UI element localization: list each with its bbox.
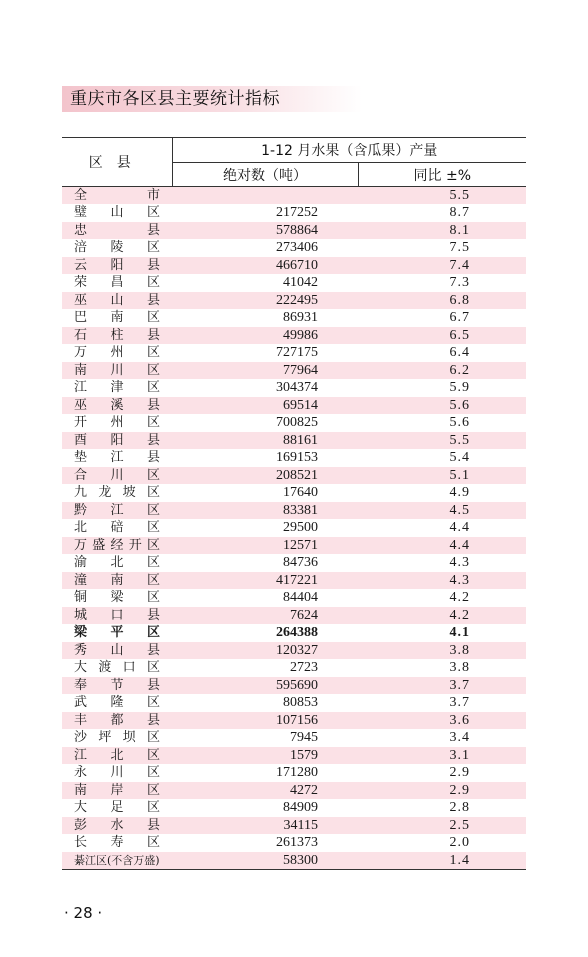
district-name-cell: 万 州 区	[62, 344, 172, 362]
yoy-change-cell: 8.7	[358, 204, 526, 222]
yoy-change-cell: 7.4	[358, 257, 526, 275]
table-row	[62, 624, 526, 642]
table-row	[62, 239, 526, 257]
yoy-change-cell: 4.2	[358, 589, 526, 607]
yoy-change-cell: 2.9	[358, 782, 526, 800]
yoy-change-cell: 6.5	[358, 327, 526, 345]
yoy-change-cell: 5.4	[358, 449, 526, 467]
district-name-cell: 合 川 区	[62, 467, 172, 485]
district-column-header: 区县	[62, 138, 172, 187]
district-name-cell: 沙 坪 坝 区	[62, 729, 172, 747]
absolute-value-cell: 208521	[172, 467, 358, 485]
table-body	[62, 187, 526, 870]
district-name-cell: 巫 山 县	[62, 292, 172, 310]
yoy-change-cell: 4.2	[358, 607, 526, 625]
district-name-cell: 铜 梁 区	[62, 589, 172, 607]
absolute-value-cell: 1579	[172, 747, 358, 765]
absolute-value-cell: 595690	[172, 677, 358, 695]
absolute-value-cell: 217252	[172, 204, 358, 222]
table-row	[62, 467, 526, 485]
table-row	[62, 292, 526, 310]
table-row	[62, 572, 526, 590]
absolute-value-cell: 69514	[172, 397, 358, 415]
yoy-change-cell: 3.1	[358, 747, 526, 765]
yoy-change-cell: 1.4	[358, 852, 526, 870]
table-row	[62, 187, 526, 205]
table-row	[62, 309, 526, 327]
absolute-value-cell: 41042	[172, 274, 358, 292]
absolute-value-cell: 727175	[172, 344, 358, 362]
table-row	[62, 607, 526, 625]
district-name-cell: 涪 陵 区	[62, 239, 172, 257]
absolute-value-cell: 84736	[172, 554, 358, 572]
absolute-value-cell: 171280	[172, 764, 358, 782]
district-name-cell: 城 口 县	[62, 607, 172, 625]
statistics-table	[62, 137, 526, 870]
yoy-change-cell: 3.4	[358, 729, 526, 747]
yoy-change-cell: 3.7	[358, 677, 526, 695]
absolute-value-cell	[172, 187, 358, 205]
absolute-value-cell: 273406	[172, 239, 358, 257]
absolute-value-cell: 578864	[172, 222, 358, 240]
yoy-change-cell: 3.8	[358, 659, 526, 677]
yoy-change-cell: 3.6	[358, 712, 526, 730]
yoy-change-cell: 4.1	[358, 624, 526, 642]
absolute-value-cell: 169153	[172, 449, 358, 467]
table-row	[62, 642, 526, 660]
district-name-cell: 黔 江 区	[62, 502, 172, 520]
table-row	[62, 729, 526, 747]
district-name-cell: 綦江区(不含万盛)	[62, 852, 172, 870]
absolute-value-cell: 84909	[172, 799, 358, 817]
district-name-cell: 奉 节 县	[62, 677, 172, 695]
yoy-change-cell: 5.5	[358, 432, 526, 450]
absolute-value-cell: 77964	[172, 362, 358, 380]
table-row	[62, 379, 526, 397]
absolute-value-cell: 222495	[172, 292, 358, 310]
table-row	[62, 537, 526, 555]
yoy-change-cell: 5.1	[358, 467, 526, 485]
page-title: 重庆市各区县主要统计指标	[70, 89, 280, 109]
district-name-cell: 九 龙 坡 区	[62, 484, 172, 502]
table-row	[62, 222, 526, 240]
yoy-change-cell: 5.9	[358, 379, 526, 397]
table-row	[62, 747, 526, 765]
table-row	[62, 782, 526, 800]
absolute-value-cell: 700825	[172, 414, 358, 432]
absolute-value-cell: 107156	[172, 712, 358, 730]
district-name-cell: 潼 南 区	[62, 572, 172, 590]
table-row	[62, 362, 526, 380]
yoy-change-cell: 6.2	[358, 362, 526, 380]
yoy-change-cell: 4.4	[358, 537, 526, 555]
absolute-value-cell: 49986	[172, 327, 358, 345]
absolute-value-cell: 7624	[172, 607, 358, 625]
absolute-value-cell: 86931	[172, 309, 358, 327]
absolute-value-cell: 88161	[172, 432, 358, 450]
yoy-change-header: 同比 ±%	[358, 163, 526, 187]
absolute-value-cell: 29500	[172, 519, 358, 537]
yoy-change-cell: 6.7	[358, 309, 526, 327]
yoy-change-cell: 7.5	[358, 239, 526, 257]
district-name-cell: 江 北 区	[62, 747, 172, 765]
absolute-value-cell: 261373	[172, 834, 358, 852]
district-name-cell: 巫 溪 县	[62, 397, 172, 415]
table-row	[62, 834, 526, 852]
district-name-cell: 武 隆 区	[62, 694, 172, 712]
table-row	[62, 327, 526, 345]
district-name-cell: 南 岸 区	[62, 782, 172, 800]
table-row	[62, 414, 526, 432]
table-row	[62, 204, 526, 222]
table-row	[62, 449, 526, 467]
absolute-value-cell: 120327	[172, 642, 358, 660]
yoy-change-cell: 6.8	[358, 292, 526, 310]
absolute-value-header: 绝对数（吨）	[172, 163, 358, 187]
table-row	[62, 589, 526, 607]
table-row	[62, 344, 526, 362]
yoy-change-cell: 4.3	[358, 554, 526, 572]
absolute-value-cell: 2723	[172, 659, 358, 677]
yoy-change-cell: 2.0	[358, 834, 526, 852]
yoy-change-cell: 4.3	[358, 572, 526, 590]
district-name-cell: 丰 都 县	[62, 712, 172, 730]
district-name-cell: 长 寿 区	[62, 834, 172, 852]
district-name-cell: 荣 昌 区	[62, 274, 172, 292]
yoy-change-cell: 2.9	[358, 764, 526, 782]
table-row	[62, 554, 526, 572]
district-name-cell: 北 碚 区	[62, 519, 172, 537]
district-name-cell: 璧 山 区	[62, 204, 172, 222]
district-name-cell: 巴 南 区	[62, 309, 172, 327]
district-name-cell: 大 渡 口 区	[62, 659, 172, 677]
district-name-cell: 万 盛 经 开 区	[62, 537, 172, 555]
table-row	[62, 274, 526, 292]
table-row	[62, 659, 526, 677]
absolute-value-cell: 466710	[172, 257, 358, 275]
page-number: · 28 ·	[64, 904, 103, 922]
absolute-value-cell: 12571	[172, 537, 358, 555]
district-name-cell: 垫 江 县	[62, 449, 172, 467]
table-row	[62, 712, 526, 730]
absolute-value-cell: 417221	[172, 572, 358, 590]
district-name-cell: 梁 平 区	[62, 624, 172, 642]
yoy-change-cell: 2.8	[358, 799, 526, 817]
table-row	[62, 799, 526, 817]
absolute-value-cell: 80853	[172, 694, 358, 712]
table-row	[62, 484, 526, 502]
absolute-value-cell: 304374	[172, 379, 358, 397]
table-row	[62, 852, 526, 870]
district-name-cell: 开 州 区	[62, 414, 172, 432]
absolute-value-cell: 4272	[172, 782, 358, 800]
absolute-value-cell: 84404	[172, 589, 358, 607]
yoy-change-cell: 3.8	[358, 642, 526, 660]
yoy-change-cell: 3.7	[358, 694, 526, 712]
fruit-output-group-header: 1-12 月水果（含瓜果）产量	[172, 138, 526, 163]
absolute-value-cell: 7945	[172, 729, 358, 747]
absolute-value-cell: 58300	[172, 852, 358, 870]
table-row	[62, 519, 526, 537]
table-row	[62, 694, 526, 712]
district-name-cell: 秀 山 县	[62, 642, 172, 660]
yoy-change-cell: 5.6	[358, 397, 526, 415]
district-name-cell: 石 柱 县	[62, 327, 172, 345]
district-name-cell: 大 足 区	[62, 799, 172, 817]
district-name-cell: 渝 北 区	[62, 554, 172, 572]
district-name-cell: 彭 水 县	[62, 817, 172, 835]
district-name-cell: 云 阳 县	[62, 257, 172, 275]
absolute-value-cell: 17640	[172, 484, 358, 502]
table-row	[62, 764, 526, 782]
table-row	[62, 397, 526, 415]
district-name-cell: 忠 县	[62, 222, 172, 240]
absolute-value-cell: 34115	[172, 817, 358, 835]
yoy-change-cell: 2.5	[358, 817, 526, 835]
district-name-cell: 全 市	[62, 187, 172, 205]
table-row	[62, 817, 526, 835]
district-name-cell: 永 川 区	[62, 764, 172, 782]
absolute-value-cell: 83381	[172, 502, 358, 520]
yoy-change-cell: 5.5	[358, 187, 526, 205]
absolute-value-cell: 264388	[172, 624, 358, 642]
yoy-change-cell: 6.4	[358, 344, 526, 362]
district-name-cell: 酉 阳 县	[62, 432, 172, 450]
yoy-change-cell: 7.3	[358, 274, 526, 292]
district-name-cell: 南 川 区	[62, 362, 172, 380]
table-row	[62, 677, 526, 695]
yoy-change-cell: 5.6	[358, 414, 526, 432]
yoy-change-cell: 4.5	[358, 502, 526, 520]
table-row	[62, 502, 526, 520]
yoy-change-cell: 4.9	[358, 484, 526, 502]
district-name-cell: 江 津 区	[62, 379, 172, 397]
yoy-change-cell: 8.1	[358, 222, 526, 240]
table-row	[62, 432, 526, 450]
table-row	[62, 257, 526, 275]
yoy-change-cell: 4.4	[358, 519, 526, 537]
